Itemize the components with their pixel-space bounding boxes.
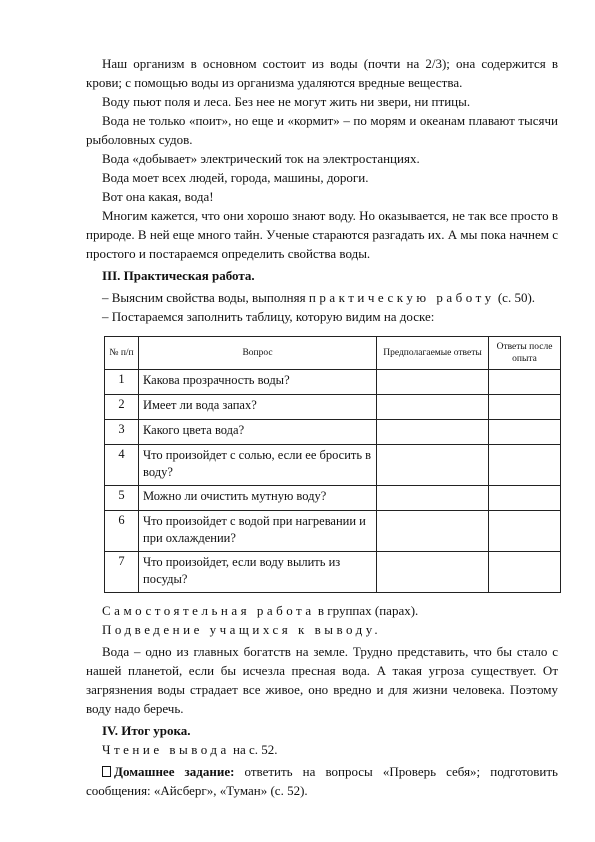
row-number: 7 <box>105 552 139 593</box>
header-number: № п/п <box>105 337 139 370</box>
instruction-line-2: – Постараемся заполнить таблицу, которую видим на доске: <box>102 309 435 324</box>
expected-cell <box>377 552 489 593</box>
table-row <box>105 445 561 486</box>
properties-table <box>104 336 561 593</box>
header-actual: Ответы после опыта <box>489 337 561 370</box>
section-heading-summary: IV. Итог урока. <box>102 723 191 738</box>
expected-cell <box>377 370 489 395</box>
actual-cell <box>489 511 561 552</box>
paragraph-mysteries: Многим кажется, что они хорошо знают воду. Но оказывается, не так все просто в природе. В ней еще много тайн. Ученые стараются разгадать их. А мы пока начнем с простого и постараемся определить свойства воды. <box>86 208 558 261</box>
table-row <box>105 420 561 445</box>
homework-line: Домашнее задание: ответить на вопросы «Проверь себя»; подготовить сообщения: «Айсберг», «Туман» (с. 52). <box>86 764 558 798</box>
table-row <box>105 395 561 420</box>
row-number: 1 <box>105 370 139 395</box>
table-row <box>105 370 561 395</box>
paragraph-conclusion: Вода – одно из главных богатств на земле. Трудно представить, что бы стало с нашей планетой, если бы исчезла пресная вода. А такая угроза существует. От загрязнения воды страдает все живое, оно вредно и для жизни человека. Поэтому воду надо беречь. <box>86 644 558 716</box>
actual-cell <box>489 420 561 445</box>
row-question: Что произойдет с водой при нагревании и при охлаждении? <box>139 511 377 552</box>
row-question: Имеет ли вода запах? <box>139 395 377 420</box>
row-question: Что произойдет, если воду вылить из посуды? <box>139 552 377 593</box>
expected-cell <box>377 445 489 486</box>
actual-cell <box>489 552 561 593</box>
row-number: 4 <box>105 445 139 486</box>
row-question: Что произойдет с солью, если ее бросить в воду? <box>139 445 377 486</box>
row-number: 5 <box>105 486 139 511</box>
table-row <box>105 511 561 552</box>
expected-cell <box>377 395 489 420</box>
paragraph-exclaim: Вот она какая, вода! <box>102 189 214 204</box>
header-question: Вопрос <box>139 337 377 370</box>
actual-cell <box>489 370 561 395</box>
conclusion-line: Подведение учащихся к выводу. <box>102 622 382 637</box>
table-header-row <box>105 337 561 370</box>
document-page <box>86 54 558 800</box>
paragraph-washes: Вода моет всех людей, города, машины, дороги. <box>102 170 369 185</box>
instruction-line-1: – Выясним свойства воды, выполняя практическую работу (с. 50). <box>102 290 536 305</box>
section-heading-practical: III. Практическая работа. <box>102 268 255 283</box>
paragraph-feeds: Вода не только «поит», но еще и «кормит» – по морям и океанам плавают тысячи рыболовных судов. <box>86 113 558 147</box>
row-question: Можно ли очистить мутную воду? <box>139 486 377 511</box>
self-work-line: Самостоятельная работа в группах (парах). <box>102 603 419 618</box>
reading-line: Чтение вывода на с. 52. <box>102 742 278 757</box>
header-expected: Предполагаемые ответы <box>377 337 489 370</box>
actual-cell <box>489 486 561 511</box>
paragraph-electricity: Вода «добывает» электрический ток на электростанциях. <box>102 151 420 166</box>
table-row <box>105 486 561 511</box>
paragraph-organism: Наш организм в основном состоит из воды (почти на 2/3); она содержится в крови; с помощью воды из организма удаляются вредные вещества. <box>86 56 558 90</box>
expected-cell <box>377 511 489 552</box>
actual-cell <box>489 395 561 420</box>
homework-box-icon <box>102 766 111 777</box>
actual-cell <box>489 445 561 486</box>
row-number: 3 <box>105 420 139 445</box>
table-row <box>105 552 561 593</box>
paragraph-fields: Воду пьют поля и леса. Без нее не могут жить ни звери, ни птицы. <box>102 94 471 109</box>
expected-cell <box>377 486 489 511</box>
row-number: 6 <box>105 511 139 552</box>
row-question: Какова прозрачность воды? <box>139 370 377 395</box>
row-number: 2 <box>105 395 139 420</box>
expected-cell <box>377 420 489 445</box>
row-question: Какого цвета вода? <box>139 420 377 445</box>
